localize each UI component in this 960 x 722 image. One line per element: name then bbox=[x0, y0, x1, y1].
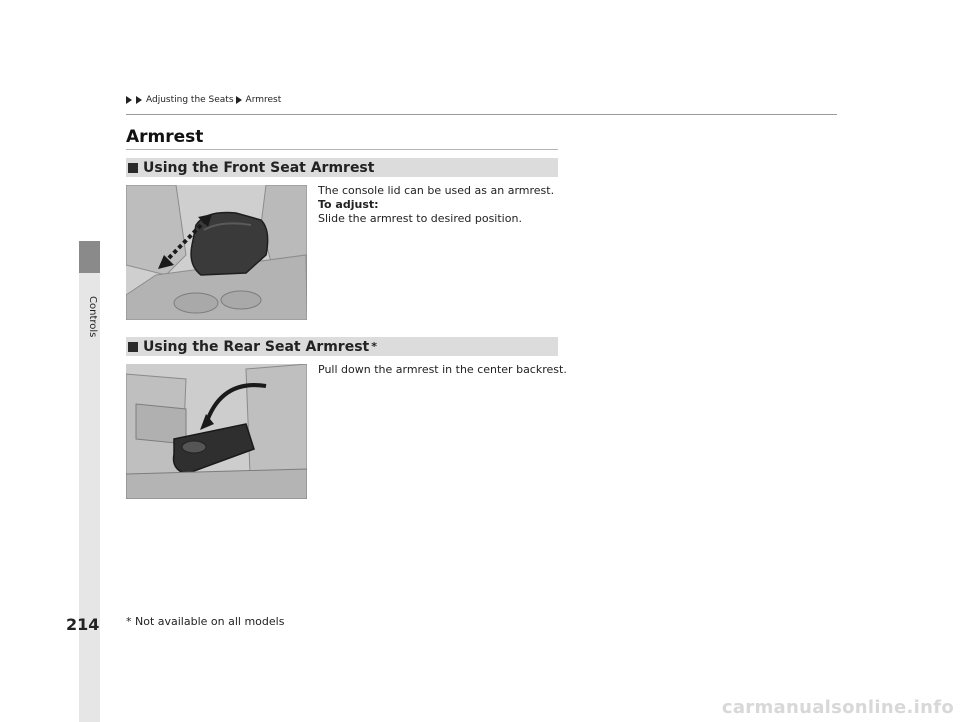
front-armrest-illustration bbox=[126, 185, 307, 320]
breadcrumb-item-armrest[interactable]: Armrest bbox=[245, 95, 282, 105]
rear-armrest-line-1: Pull down the armrest in the center backrest. bbox=[318, 363, 567, 376]
front-armrest-heading-text: Using the Front Seat Armrest bbox=[143, 159, 375, 176]
square-bullet-icon bbox=[128, 163, 138, 173]
chapter-label: Controls bbox=[87, 296, 98, 338]
chapter-side-bar bbox=[79, 273, 100, 722]
rear-armrest-drawing bbox=[126, 364, 307, 499]
breadcrumb-arrow-icon bbox=[236, 96, 242, 104]
rear-armrest-illustration bbox=[126, 364, 307, 499]
site-watermark: carmanualsonline.info bbox=[721, 697, 954, 718]
rear-armrest-heading bbox=[126, 337, 558, 356]
front-armrest-line-2: To adjust: bbox=[318, 198, 379, 211]
chapter-tab-marker bbox=[79, 241, 100, 273]
page-title: Armrest bbox=[126, 127, 204, 147]
front-armrest-description bbox=[318, 184, 554, 226]
square-bullet-icon bbox=[128, 342, 138, 352]
availability-asterisk: * bbox=[371, 340, 378, 353]
breadcrumb bbox=[126, 95, 281, 105]
title-rule bbox=[126, 149, 558, 150]
header-rule bbox=[126, 114, 837, 115]
front-armrest-heading bbox=[126, 158, 558, 177]
rear-armrest-heading-text: Using the Rear Seat Armrest bbox=[143, 338, 370, 355]
breadcrumb-item-seats[interactable]: Adjusting the Seats bbox=[146, 95, 234, 105]
front-armrest-line-1: The console lid can be used as an armrest. bbox=[318, 184, 555, 197]
front-armrest-line-3: Slide the armrest to desired position. bbox=[318, 212, 522, 225]
rear-armrest-description bbox=[318, 363, 567, 377]
page-number: 214 bbox=[66, 615, 100, 634]
front-armrest-drawing bbox=[126, 185, 307, 320]
breadcrumb-arrow-icon bbox=[136, 96, 142, 104]
availability-footnote: * Not available on all models bbox=[126, 615, 285, 628]
breadcrumb-arrow-icon bbox=[126, 96, 132, 104]
